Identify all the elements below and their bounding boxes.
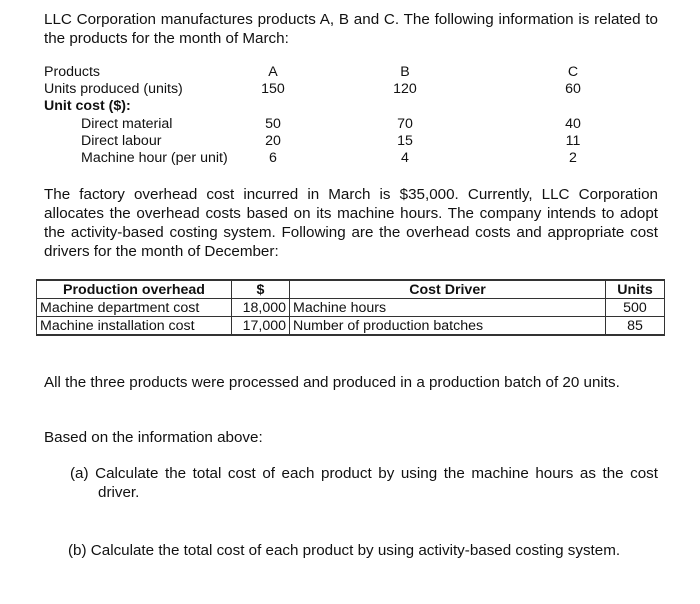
based-on-text: Based on the information above: [44, 429, 263, 446]
units-a: 150 [261, 81, 285, 97]
product-b-header: B [400, 64, 410, 80]
machine-hour-label: Machine hour (per unit) [81, 150, 228, 166]
direct-material-a: 50 [265, 116, 281, 132]
direct-material-c: 40 [565, 116, 581, 132]
direct-material-b: 70 [397, 116, 413, 132]
product-c-header: C [567, 64, 579, 80]
overhead-table-header [37, 280, 665, 299]
header-units: Units [606, 280, 665, 299]
cost-driver: Machine hours [290, 299, 606, 317]
overhead-table [36, 279, 665, 336]
question-a: (a) Calculate the total cost of each product by using the machine hours as the cost driver. [70, 465, 658, 501]
products-label: Products [44, 64, 100, 80]
table-row [37, 299, 665, 317]
cost-driver: Number of production batches [290, 317, 606, 336]
driver-units: 500 [606, 299, 665, 317]
product-a-header: A [268, 64, 278, 80]
table-row [37, 317, 665, 336]
intro-paragraph: LLC Corporation manufactures products A, B and C. The following information is related to the products for the month of March: [44, 11, 658, 47]
question-b: (b) Calculate the total cost of each product by using activity-based costing system. [68, 542, 621, 559]
units-c: 60 [565, 81, 581, 97]
overhead-name: Machine department cost [37, 299, 232, 317]
overhead-amount: 18,000 [232, 299, 290, 317]
header-production-overhead: Production overhead [37, 280, 232, 299]
batch-paragraph: All the three products were processed and produced in a production batch of 20 units. [44, 374, 620, 391]
machine-hour-c: 2 [569, 150, 577, 166]
header-cost-driver: Cost Driver [290, 280, 606, 299]
machine-hour-a: 6 [269, 150, 277, 166]
overhead-name: Machine installation cost [37, 317, 232, 336]
unit-cost-label: Unit cost ($): [44, 98, 131, 114]
units-b: 120 [393, 81, 417, 97]
direct-labour-b: 15 [397, 133, 413, 149]
overhead-amount: 17,000 [232, 317, 290, 336]
direct-labour-a: 20 [265, 133, 281, 149]
direct-labour-c: 11 [565, 133, 581, 149]
units-produced-label: Units produced (units) [44, 81, 183, 97]
driver-units: 85 [606, 317, 665, 336]
header-dollar: $ [232, 280, 290, 299]
overhead-paragraph: The factory overhead cost incurred in March is $35,000. Currently, LLC Corporation allocates the overhead costs based on its machine hours. The company intends to adopt the activity-based costing system. Following are the overhead costs and appropriate cost drivers for the month of December: [44, 186, 658, 260]
machine-hour-b: 4 [401, 150, 409, 166]
direct-material-label: Direct material [81, 116, 173, 132]
direct-labour-label: Direct labour [81, 133, 162, 149]
